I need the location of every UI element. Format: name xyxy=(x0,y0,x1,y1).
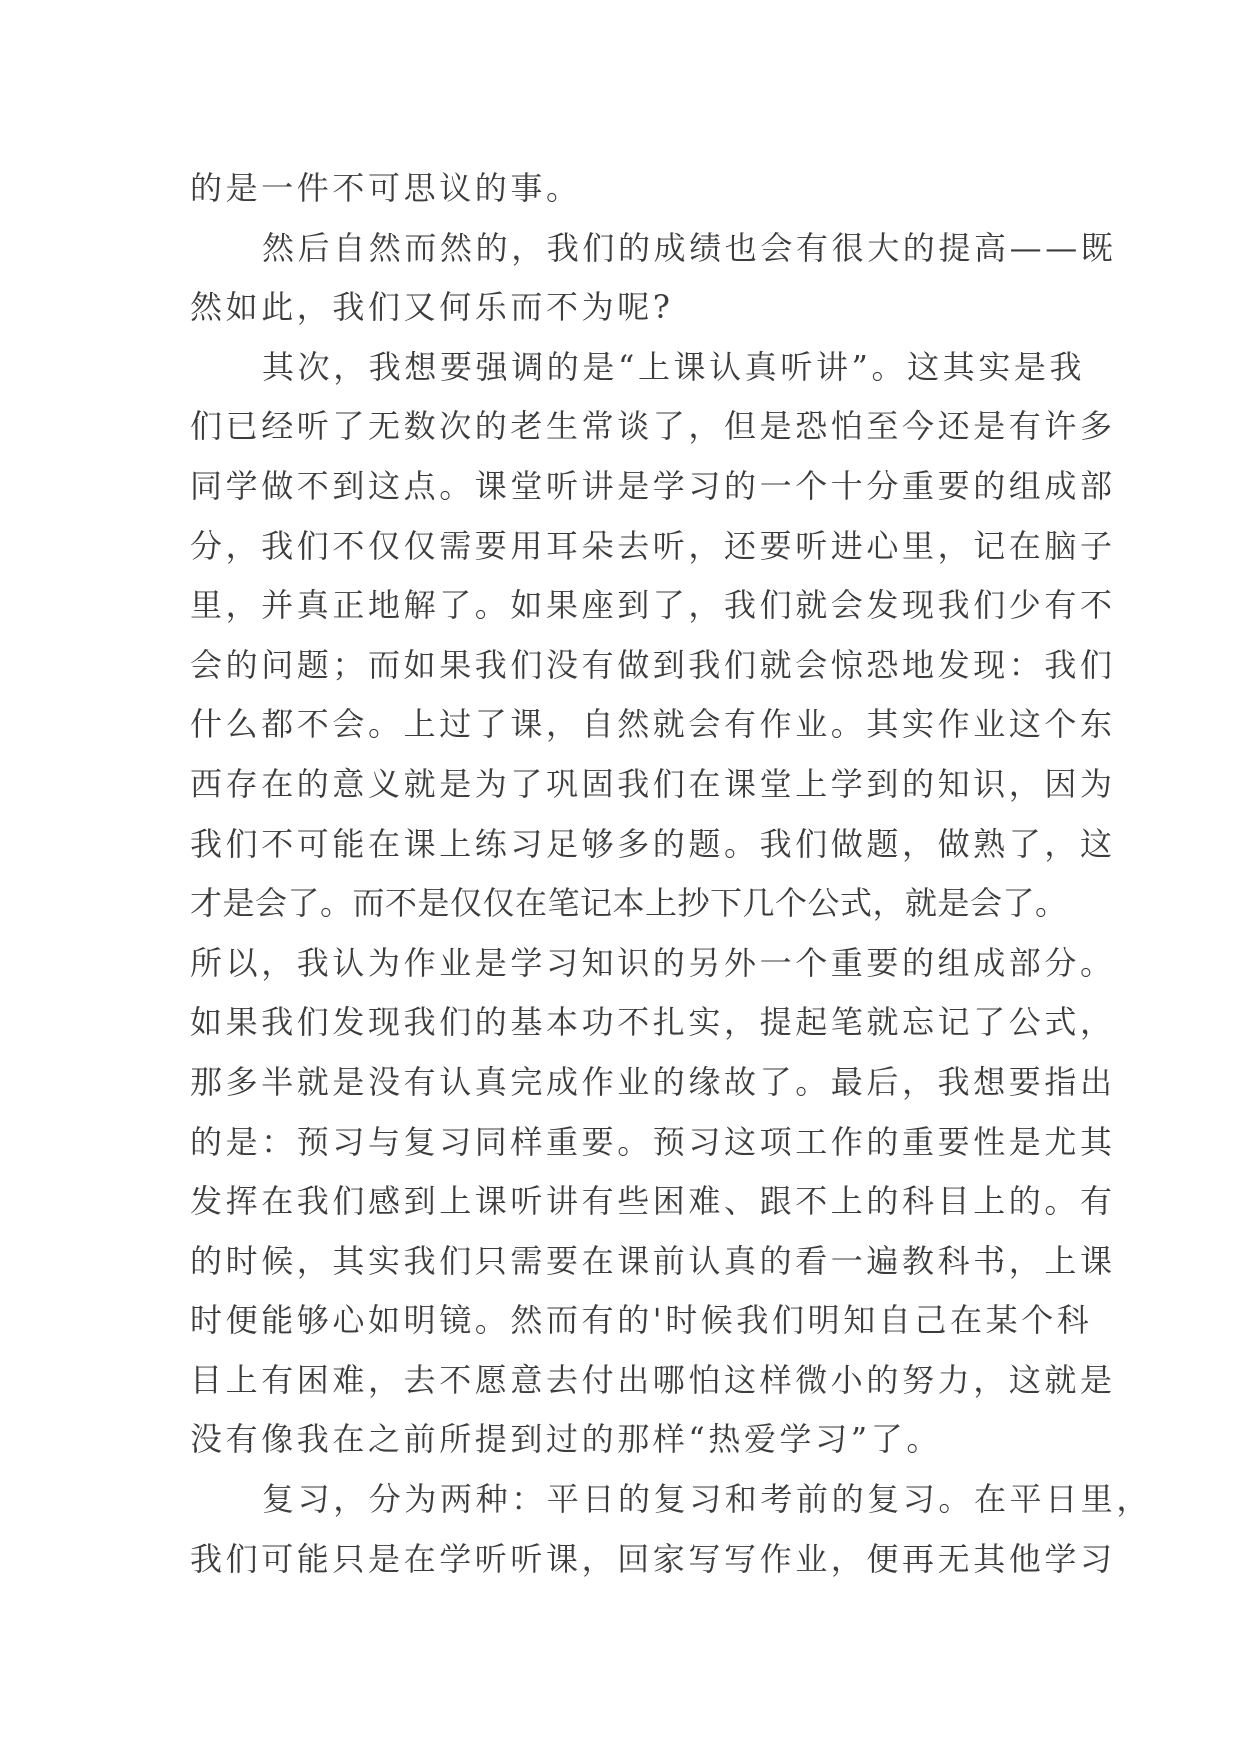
text-line: 西存在的意义就是为了巩固我们在课堂上学到的知识，因为 xyxy=(190,764,1116,803)
text-line: 发挥在我们感到上课听讲有些困难、跟不上的科目上的。有 xyxy=(190,1182,1116,1221)
text-line: 时便能够心如明镜。然而有的'时候我们明知自己在某个科 xyxy=(190,1301,1093,1340)
text-line: 我们不可能在课上练习足够多的题。我们做题，做熟了，这 xyxy=(190,824,1116,863)
text-line: 目上有困难，去不愿意去付出哪怕这样微小的努力，这就是 xyxy=(190,1360,1116,1399)
text-line: 所以，我认为作业是学习知识的另外一个重要的组成部分。 xyxy=(190,943,1116,982)
paragraph-start-line: 复习，分为两种：平日的复习和考前的复习。在平日里， xyxy=(262,1480,1153,1519)
text-line: 才是会了。而不是仅仅在笔记本上抄下几个公式，就是会了。 xyxy=(190,884,1068,923)
text-line: 同学做不到这点。课堂听讲是学习的一个十分重要的组成部 xyxy=(190,466,1116,505)
text-line: 如果我们发现我们的基本功不扎实，提起笔就忘记了公式， xyxy=(190,1003,1116,1042)
text-line: 会的问题；而如果我们没有做到我们就会惊恐地发现：我们 xyxy=(190,645,1116,684)
text-line: 的时候，其实我们只需要在课前认真的看一遍教科书，上课 xyxy=(190,1241,1116,1280)
text-line: 的是一件不可思议的事。 xyxy=(190,169,582,207)
text-line: 那多半就是没有认真完成作业的缘故了。最后，我想要指出 xyxy=(190,1062,1116,1101)
text-line: 我们可能只是在学听听课，回家写写作业，便再无其他学习 xyxy=(190,1539,1116,1578)
text-line: 没有像我在之前所提到过的那样“热爱学习”了。 xyxy=(190,1420,942,1459)
text-line: 里，并真正地解了。如果座到了，我们就会发现我们少有不 xyxy=(190,586,1116,625)
text-line: 什么都不会。上过了课，自然就会有作业。其实作业这个东 xyxy=(190,705,1116,744)
body-text xyxy=(190,159,1153,1589)
text-line: 分，我们不仅仅需要用耳朵去听，还要听进心里，记在脑子 xyxy=(190,526,1116,565)
text-line: 然如此，我们又何乐而不为呢? xyxy=(190,288,674,327)
text-line: 的是：预习与复习同样重要。预习这项工作的重要性是尤其 xyxy=(190,1122,1116,1161)
paragraph-start-line: 然后自然而然的，我们的成绩也会有很大的提高——既 xyxy=(262,228,1117,267)
paragraph-start-line: 其次，我想要强调的是“上课认真听讲”。这其实是我 xyxy=(262,347,1086,386)
text-line: 们已经听了无数次的老生常谈了，但是恐怕至今还是有许多 xyxy=(190,407,1116,446)
